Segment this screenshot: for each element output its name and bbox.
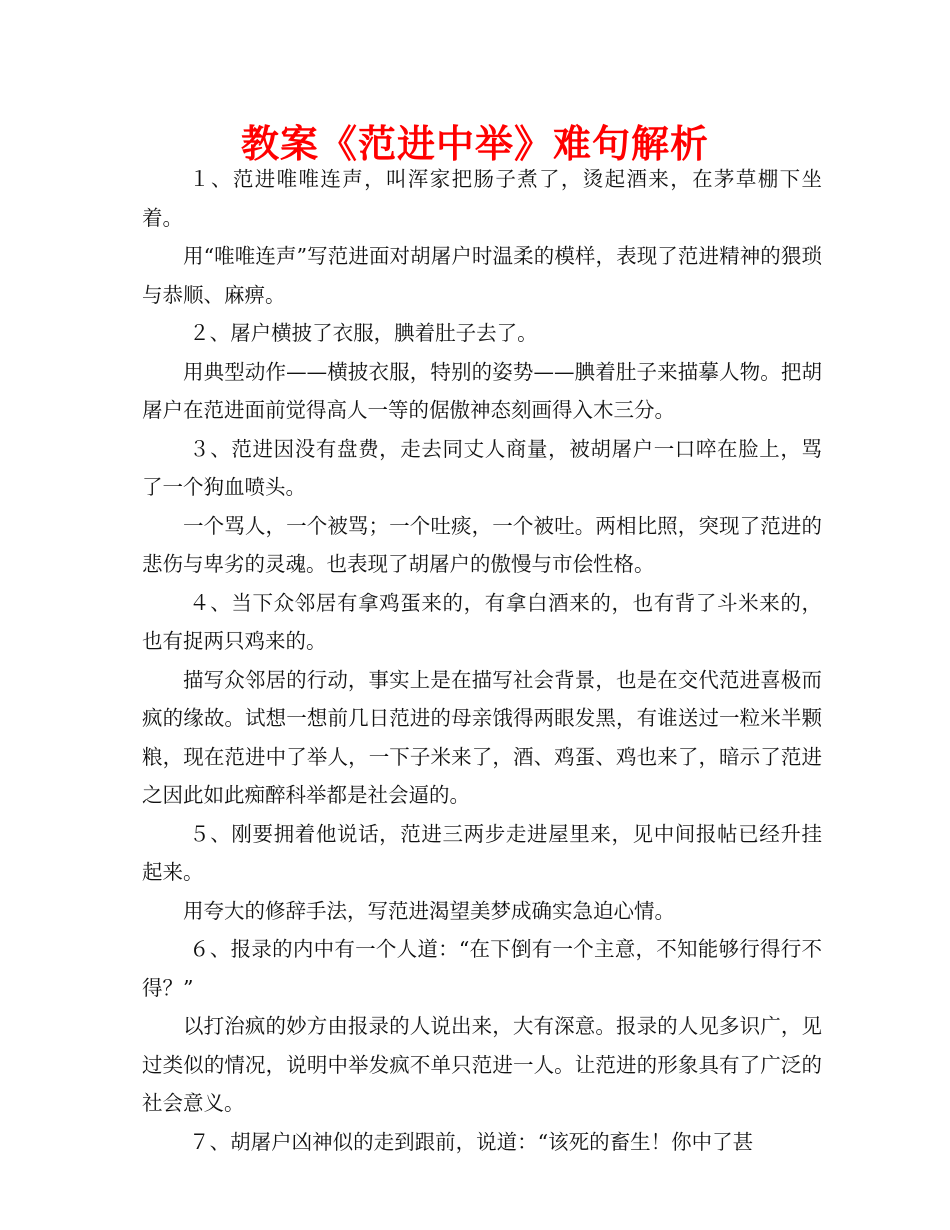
paragraph-analysis-2: 用典型动作——横披衣服，特别的姿势——腆着肚子来描摹人物。把胡屠户在范进面前觉得高人一等的倨傲神态刻画得入木三分。 — [142, 359, 822, 422]
paragraph-question-2: ２、屠户横披了衣服，腆着肚子去了。 — [189, 321, 538, 345]
paragraph-analysis-4: 描写众邻居的行动，事实上是在描写社会背景，也是在交代范进喜极而疯的缘故。试想一想前几日范进的母亲饿得两眼发黑，有谁送过一粒米半颗粮，现在范进中了举人，一下子米来了，酒、鸡蛋、鸡也来了，暗示了范进之因此如此痴醉科举都是社会逼的。 — [142, 667, 822, 807]
paragraph-analysis-5: 用夸大的修辞手法，写范进渴望美梦成确实急迫心情。 — [183, 898, 675, 923]
paragraph-question-1: １、范进唯唯连声，叫浑家把肠子煮了，烫起酒来，在茅草棚下坐着。 — [142, 167, 822, 230]
paragraph-question-6: ６、报录的内中有一个人道：“在下倒有一个主意，不知能够行得行不得？” — [142, 937, 822, 1000]
document-body — [142, 160, 822, 1161]
paragraph-question-5: ５、刚要拥着他说话，范进三两步走进屋里来，见中间报帖已经升挂起来。 — [142, 821, 822, 884]
paragraph-analysis-3: 一个骂人，一个被骂；一个吐痰，一个被吐。两相比照，突现了范进的悲伤与卑劣的灵魂。也表现了胡屠户的傲慢与市侩性格。 — [142, 513, 822, 576]
paragraph-question-3: ３、范进因没有盘费，走去同丈人商量，被胡屠户一口啐在脸上，骂了一个狗血喷头。 — [142, 436, 822, 499]
paragraph-analysis-6: 以打治疯的妙方由报录的人说出来，大有深意。报录的人见多识广，见过类似的情况，说明中举发疯不单只范进一人。让范进的形象具有了广泛的社会意义。 — [142, 1014, 822, 1115]
paragraph-analysis-1: 用“唯唯连声”写范进面对胡屠户时温柔的模样，表现了范进精神的猥琐与恭顺、麻痹。 — [142, 244, 822, 307]
paragraph-question-7: ７、胡屠户凶神似的走到跟前，说道：“该死的畜生！你中了甚 — [189, 1129, 754, 1154]
document-title: 教案《范进中举》难句解析 — [240, 122, 709, 166]
paragraph-question-4: ４、当下众邻居有拿鸡蛋来的，有拿白酒来的，也有背了斗米来的，也有捉两只鸡来的。 — [142, 590, 822, 653]
